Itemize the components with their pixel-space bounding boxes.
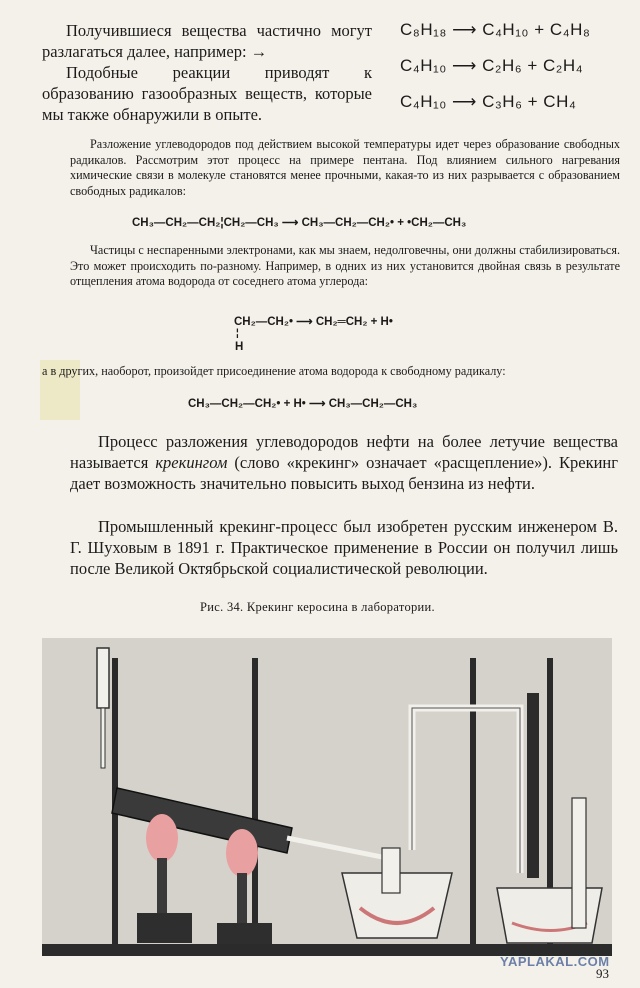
paragraph-cracking-text [70, 431, 618, 494]
intro-paragraph-2: Подобные реакции приводят к образованию газообразных веществ, которые мы также обнаружили в опыте. [42, 63, 372, 124]
intro-text [42, 20, 372, 125]
cracking-text-tail: (слово «крекинг» означает «расщепление»). Крекинг дает возможность значительно повысить выход бензина из нефти. [70, 453, 619, 493]
reaction-3: C₄H₁₀ ⟶ C₃H₆ + CH₄ [400, 92, 577, 111]
paragraph-stabilize [70, 243, 620, 290]
cracking-term: крекингом [155, 453, 228, 472]
paragraph-stabilize-text: Частицы с неспаренными электронами, как мы знаем, недолговечны, они должны стабилизироваться. Это может происходить по-разному. Например, в одних из них установится двойная связь в результате отщепления атома водорода от соседнего атома углерода: [70, 243, 620, 289]
paragraph-cracking [70, 431, 618, 494]
formula-h-atom: H [235, 341, 244, 353]
paragraph-addition [42, 364, 620, 380]
intro-paragraph-1: Получившиеся вещества частично могут разлагаться далее, например: → [42, 21, 372, 61]
figure-cracking-apparatus [42, 638, 612, 956]
reaction-2: C₄H₁₀ ⟶ C₂H₆ + C₂H₄ [400, 56, 584, 75]
formula-hydrogen-addition: CH₃—CH₂—CH₂• + H• ⟶ CH₃—CH₂—CH₃ [188, 398, 418, 410]
figure-caption: Рис. 34. Крекинг керосина в лаборатории. [200, 600, 435, 614]
formula-bond-mark: ¦ [236, 328, 239, 339]
paragraph-radicals-text: Разложение углеводородов под действием высокой температуры идет через образование свободных радикалов. Рассмотрим этот процесс на примере пентана. Под влиянием сильного нагревания химические связи в молекуле становятся менее прочными, какая-то из них разрывается с образованием свободных радикалов: [70, 137, 620, 198]
paragraph-shukhov-text: Промышленный крекинг-процесс был изобретен русским инженером В. Г. Шуховым в 1891 г. Практическое применение в России он получил лишь после Великой Октябрьской социалистической революции. [70, 517, 618, 578]
paragraph-shukhov [70, 516, 618, 579]
page-number: 93 [596, 966, 609, 981]
reaction-1: C₈H₁₈ ⟶ C₄H₁₀ + C₄H₈ [400, 20, 591, 39]
watermark: YAPLAKAL.COM [500, 954, 610, 969]
paragraph-radicals [70, 137, 620, 199]
formula-pentane-split: CH₃—CH₂—CH₂¦CH₂—CH₃ ⟶ CH₃—CH₂—CH₂• + •CH₂—CH₃ [132, 217, 467, 229]
paragraph-addition-text: а в других, наоборот, произойдет присоединение атома водорода к свободному радикалу: [42, 364, 506, 378]
apparatus-illustration [42, 638, 612, 956]
formula-double-bond: CH₂—CH₂• ⟶ CH₂═CH₂ + H• [234, 316, 393, 328]
cracking-text-start: Процесс разложения углеводородов нефти на более летучие вещества называется [70, 432, 618, 472]
